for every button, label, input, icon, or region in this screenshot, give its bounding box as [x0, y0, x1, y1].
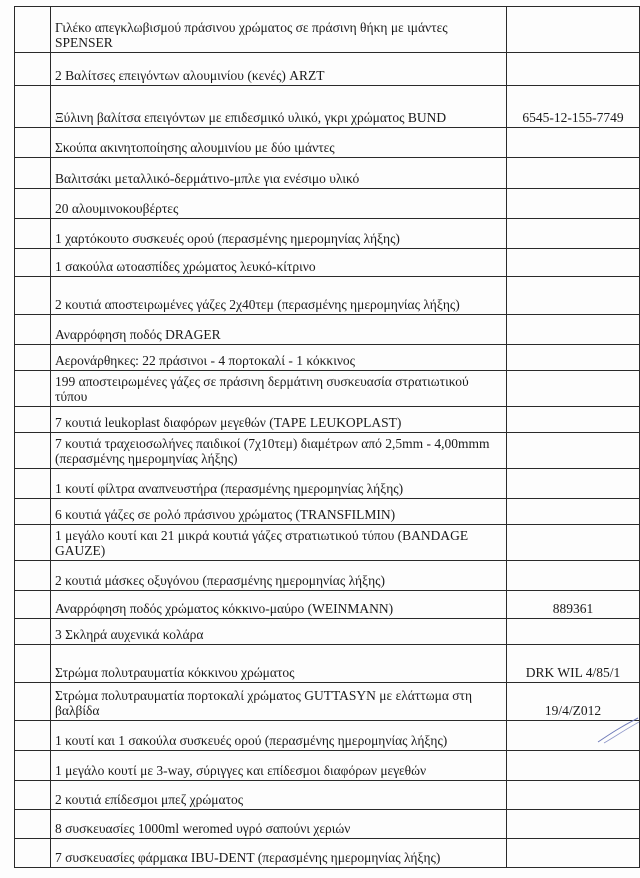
table-row — [15, 810, 640, 839]
item-description: Γιλέκο απεγκλωβισμού πράσινου χρώματος σε πράσινη θήκη με ιμάντες SPENSER — [51, 7, 507, 53]
item-code — [507, 469, 640, 499]
row-number-cell — [15, 345, 51, 371]
row-number-cell — [15, 751, 51, 781]
item-code — [507, 345, 640, 371]
item-code — [507, 189, 640, 219]
item-description: 7 κουτιά τραχειοσωλήνες παιδικοί (7χ10τεμ) διαμέτρων από 2,5mm - 4,00mmm (περασμένης ημερομηνίας λήξης) — [51, 433, 507, 469]
row-number-cell — [15, 128, 51, 158]
table-row — [15, 591, 640, 619]
table-row — [15, 561, 640, 591]
item-description: 2 κουτιά μάσκες οξυγόνου (περασμένης ημερομηνίας λήξης) — [51, 561, 507, 591]
row-number-cell — [15, 189, 51, 219]
item-code — [507, 371, 640, 407]
item-code — [507, 810, 640, 839]
row-number-cell — [15, 525, 51, 561]
item-description: 1 μεγάλο κουτί με 3-way, σύριγγες και επίδεσμοι διαφόρων μεγεθών — [51, 751, 507, 781]
item-code — [507, 781, 640, 810]
item-description: 20 αλουμινοκουβέρτες — [51, 189, 507, 219]
item-description: 199 αποστειρωμένες γάζες σε πράσινη δερμάτινη συσκευασία στρατιωτικού τύπου — [51, 371, 507, 407]
row-number-cell — [15, 721, 51, 751]
row-number-cell — [15, 86, 51, 128]
table-row — [15, 371, 640, 407]
table-row — [15, 839, 640, 868]
item-code — [507, 277, 640, 315]
item-code — [507, 525, 640, 561]
item-code — [507, 219, 640, 249]
table-row — [15, 525, 640, 561]
table-row — [15, 86, 640, 128]
item-code: 19/4/Z012 — [507, 683, 640, 721]
item-code — [507, 407, 640, 433]
item-code — [507, 7, 640, 53]
item-description: 8 συσκευασίες 1000ml weromed υγρό σαπούνι χεριών — [51, 810, 507, 839]
item-code — [507, 128, 640, 158]
row-number-cell — [15, 249, 51, 277]
item-description: Αερονάρθηκες: 22 πράσινοι - 4 πορτοκαλί - 1 κόκκινος — [51, 345, 507, 371]
table-row — [15, 619, 640, 645]
row-number-cell — [15, 407, 51, 433]
table-row — [15, 315, 640, 345]
row-number-cell — [15, 315, 51, 345]
item-description: 1 μεγάλο κουτί και 21 μικρά κουτιά γάζες στρατιωτικού τύπου (BANDAGE GAUZE) — [51, 525, 507, 561]
table-row — [15, 249, 640, 277]
row-number-cell — [15, 619, 51, 645]
item-description: 2 κουτιά αποστειρωμένες γάζες 2χ40τεμ (περασμένης ημερομηνίας λήξης) — [51, 277, 507, 315]
inventory-table — [14, 6, 640, 868]
item-description: Αναρρόφηση ποδός χρώματος κόκκινο-μαύρο (WEINMANN) — [51, 591, 507, 619]
item-description: Ξύλινη βαλίτσα επειγόντων με επιδεσμικό υλικό, γκρι χρώματος BUND — [51, 86, 507, 128]
table-row — [15, 781, 640, 810]
item-code — [507, 158, 640, 189]
item-code — [507, 839, 640, 868]
table-row — [15, 469, 640, 499]
row-number-cell — [15, 277, 51, 315]
row-number-cell — [15, 433, 51, 469]
item-code — [507, 619, 640, 645]
item-description: 1 κουτί και 1 σακούλα συσκευές ορού (περασμένης ημερομηνίας λήξης) — [51, 721, 507, 751]
table-row — [15, 7, 640, 53]
item-description: 6 κουτιά γάζες σε ρολό πράσινου χρώματος (TRANSFILMIN) — [51, 499, 507, 525]
table-row — [15, 499, 640, 525]
item-description: Στρώμα πολυτραυματία κόκκινου χρώματος — [51, 645, 507, 683]
item-description: 2 Βαλίτσες επειγόντων αλουμινίου (κενές) ARZT — [51, 53, 507, 86]
item-code: DRK WIL 4/85/1 — [507, 645, 640, 683]
table-row — [15, 128, 640, 158]
inventory-table-body — [15, 7, 640, 868]
row-number-cell — [15, 839, 51, 868]
item-code — [507, 53, 640, 86]
item-description: Σκούπα ακινητοποίησης αλουμινίου με δύο ιμάντες — [51, 128, 507, 158]
table-row — [15, 53, 640, 86]
table-row — [15, 433, 640, 469]
table-row — [15, 683, 640, 721]
item-code — [507, 561, 640, 591]
item-code — [507, 751, 640, 781]
item-description: 2 κουτιά επίδεσμοι μπεζ χρώματος — [51, 781, 507, 810]
row-number-cell — [15, 469, 51, 499]
table-row — [15, 645, 640, 683]
row-number-cell — [15, 645, 51, 683]
item-code: 889361 — [507, 591, 640, 619]
item-description: 1 χαρτόκουτο συσκευές ορού (περασμένης ημερομηνίας λήξης) — [51, 219, 507, 249]
row-number-cell — [15, 561, 51, 591]
table-row — [15, 277, 640, 315]
table-row — [15, 721, 640, 751]
row-number-cell — [15, 371, 51, 407]
row-number-cell — [15, 683, 51, 721]
table-row — [15, 158, 640, 189]
table-row — [15, 219, 640, 249]
item-description: Βαλιτσάκι μεταλλικό-δερμάτινο-μπλε για ενέσιμο υλικό — [51, 158, 507, 189]
item-code: 6545-12-155-7749 — [507, 86, 640, 128]
row-number-cell — [15, 7, 51, 53]
row-number-cell — [15, 591, 51, 619]
table-row — [15, 189, 640, 219]
item-code — [507, 249, 640, 277]
item-description: 7 συσκευασίες φάρμακα IBU-DENT (περασμένης ημερομηνίας λήξης) — [51, 839, 507, 868]
item-description: 1 σακούλα ωτοασπίδες χρώματος λευκό-κίτρινο — [51, 249, 507, 277]
row-number-cell — [15, 781, 51, 810]
item-description: Αναρρόφηση ποδός DRAGER — [51, 315, 507, 345]
row-number-cell — [15, 219, 51, 249]
row-number-cell — [15, 158, 51, 189]
item-description: Στρώμα πολυτραυματία πορτοκαλί χρώματος GUTTASYN με ελάττωμα στη βαλβίδα — [51, 683, 507, 721]
item-code — [507, 721, 640, 751]
item-description: 3 Σκληρά αυχενικά κολάρα — [51, 619, 507, 645]
table-row — [15, 751, 640, 781]
item-code — [507, 433, 640, 469]
row-number-cell — [15, 53, 51, 86]
item-code — [507, 499, 640, 525]
row-number-cell — [15, 499, 51, 525]
item-description: 7 κουτιά leukoplast διαφόρων μεγεθών (TAPE LEUKOPLAST) — [51, 407, 507, 433]
table-row — [15, 407, 640, 433]
table-row — [15, 345, 640, 371]
row-number-cell — [15, 810, 51, 839]
item-description: 1 κουτί φίλτρα αναπνευστήρα (περασμένης ημερομηνίας λήξης) — [51, 469, 507, 499]
item-code — [507, 315, 640, 345]
